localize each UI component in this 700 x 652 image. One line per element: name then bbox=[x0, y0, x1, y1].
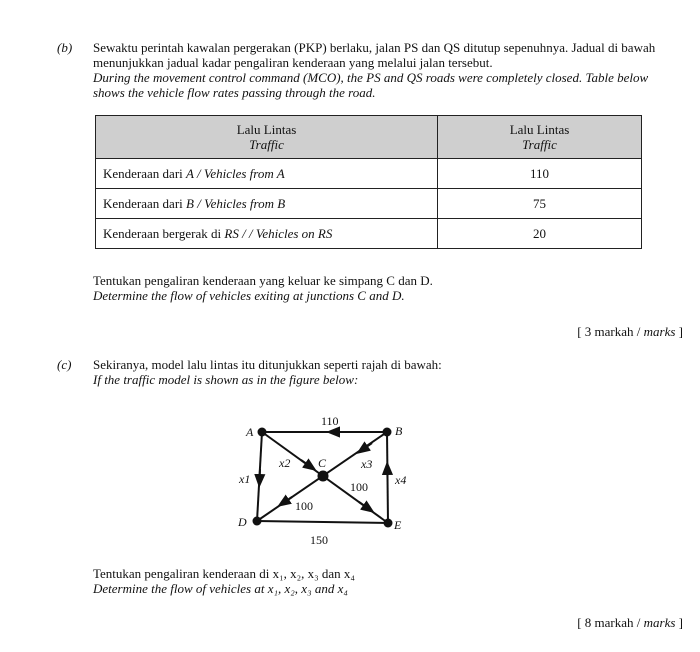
label-edge-x2: x2 bbox=[279, 456, 291, 470]
part-c-intro-english: If the traffic model is shown as in the figure below: bbox=[93, 372, 359, 387]
marks-malay: [ 8 markah / bbox=[577, 615, 644, 630]
label-edge-de: 150 bbox=[310, 533, 328, 547]
label-node-e: E bbox=[394, 518, 402, 532]
marks-english: marks bbox=[643, 615, 676, 630]
traffic-network-diagram bbox=[225, 405, 425, 555]
label-edge-dc: 100 bbox=[295, 499, 313, 513]
part-c-intro bbox=[93, 357, 442, 387]
table-header-cell bbox=[438, 116, 642, 159]
table-cell-value: 110 bbox=[438, 159, 642, 189]
label-edge-x1: x1 bbox=[239, 472, 251, 486]
part-b-intro bbox=[93, 40, 683, 100]
part-b-marks bbox=[577, 324, 683, 339]
arrow-ce bbox=[359, 502, 369, 509]
label-node-d: D bbox=[238, 515, 247, 529]
label-edge-ce: 100 bbox=[350, 480, 368, 494]
part-b-intro-english: During the movement control command (MCO), the PS and QS roads were completely closed. Table below shows the vehicle flow rates passing through the road. bbox=[93, 70, 649, 100]
part-b-label: (b) bbox=[57, 40, 73, 55]
arrow-x1 bbox=[260, 469, 261, 481]
table-cell-value: 20 bbox=[438, 219, 642, 249]
table-row bbox=[96, 189, 642, 219]
vehicle-flow-table bbox=[95, 115, 642, 249]
part-b-intro-malay: Sewaktu perintah kawalan pergerakan (PKP) berlaku, jalan PS dan QS ditutup sepenuhnya. Jadual di bawah menunjukkan jadual kadar pengaliran kenderaan yang melalui jalan tersebut. bbox=[93, 40, 656, 70]
label-edge-ab: 110 bbox=[321, 414, 339, 428]
label-edge-x4: x4 bbox=[395, 473, 407, 487]
label-node-a: A bbox=[246, 425, 254, 439]
marks-close: ] bbox=[675, 615, 683, 630]
header-english: Traffic bbox=[522, 137, 557, 152]
part-c-label: (c) bbox=[57, 357, 72, 372]
arrow-x3 bbox=[362, 443, 372, 450]
part-b-question-malay: Tentukan pengaliran kenderaan yang keluar ke simpang C dan D. bbox=[93, 273, 433, 288]
table-cell-label bbox=[96, 189, 438, 219]
table-cell-value: 75 bbox=[438, 189, 642, 219]
part-c-marks bbox=[577, 615, 683, 630]
row-label-malay: Kenderaan bergerak di bbox=[103, 226, 225, 241]
row-label-malay: Kenderaan dari bbox=[103, 166, 187, 181]
part-c-question-english: Determine the flow of vehicles at x₁, x₂, x₃ and x₄ bbox=[93, 581, 348, 596]
row-label-english: B / Vehicles from B bbox=[186, 196, 286, 211]
label-edge-x3: x3 bbox=[361, 457, 373, 471]
row-label-english: RS / / Vehicles on RS bbox=[224, 226, 333, 241]
arrow-cd bbox=[283, 497, 292, 503]
table-header-row bbox=[96, 116, 642, 159]
node-a bbox=[258, 428, 267, 437]
part-b-question bbox=[93, 273, 433, 303]
table-cell-label bbox=[96, 219, 438, 249]
label-node-c: C bbox=[318, 456, 327, 470]
table-row bbox=[96, 219, 642, 249]
label-node-b: B bbox=[395, 424, 403, 438]
table-cell-label bbox=[96, 159, 438, 189]
table-header-cell bbox=[96, 116, 438, 159]
node-c bbox=[318, 471, 329, 482]
node-d bbox=[253, 517, 262, 526]
row-label-english: A / Vehicles from A bbox=[186, 166, 285, 181]
marks-malay: [ 3 markah / bbox=[577, 324, 644, 339]
header-malay: Lalu Lintas bbox=[509, 122, 570, 137]
header-english: Traffic bbox=[249, 137, 284, 152]
part-b-question-english: Determine the flow of vehicles exiting at junctions C and D. bbox=[93, 288, 405, 303]
header-malay: Lalu Lintas bbox=[236, 122, 297, 137]
node-b bbox=[383, 428, 392, 437]
node-e bbox=[384, 519, 393, 528]
edge-de bbox=[257, 521, 388, 523]
part-c-intro-malay: Sekiranya, model lalu lintas itu ditunjukkan seperti rajah di bawah: bbox=[93, 357, 442, 372]
table-row bbox=[96, 159, 642, 189]
row-label-malay: Kenderaan dari bbox=[103, 196, 187, 211]
part-c-question-malay: Tentukan pengaliran kenderaan di x₁, x₂, x₃ dan x₄ bbox=[93, 566, 355, 581]
part-c-question bbox=[93, 566, 355, 596]
marks-close: ] bbox=[675, 324, 683, 339]
marks-english: marks bbox=[643, 324, 676, 339]
arrow-x2 bbox=[301, 460, 311, 467]
